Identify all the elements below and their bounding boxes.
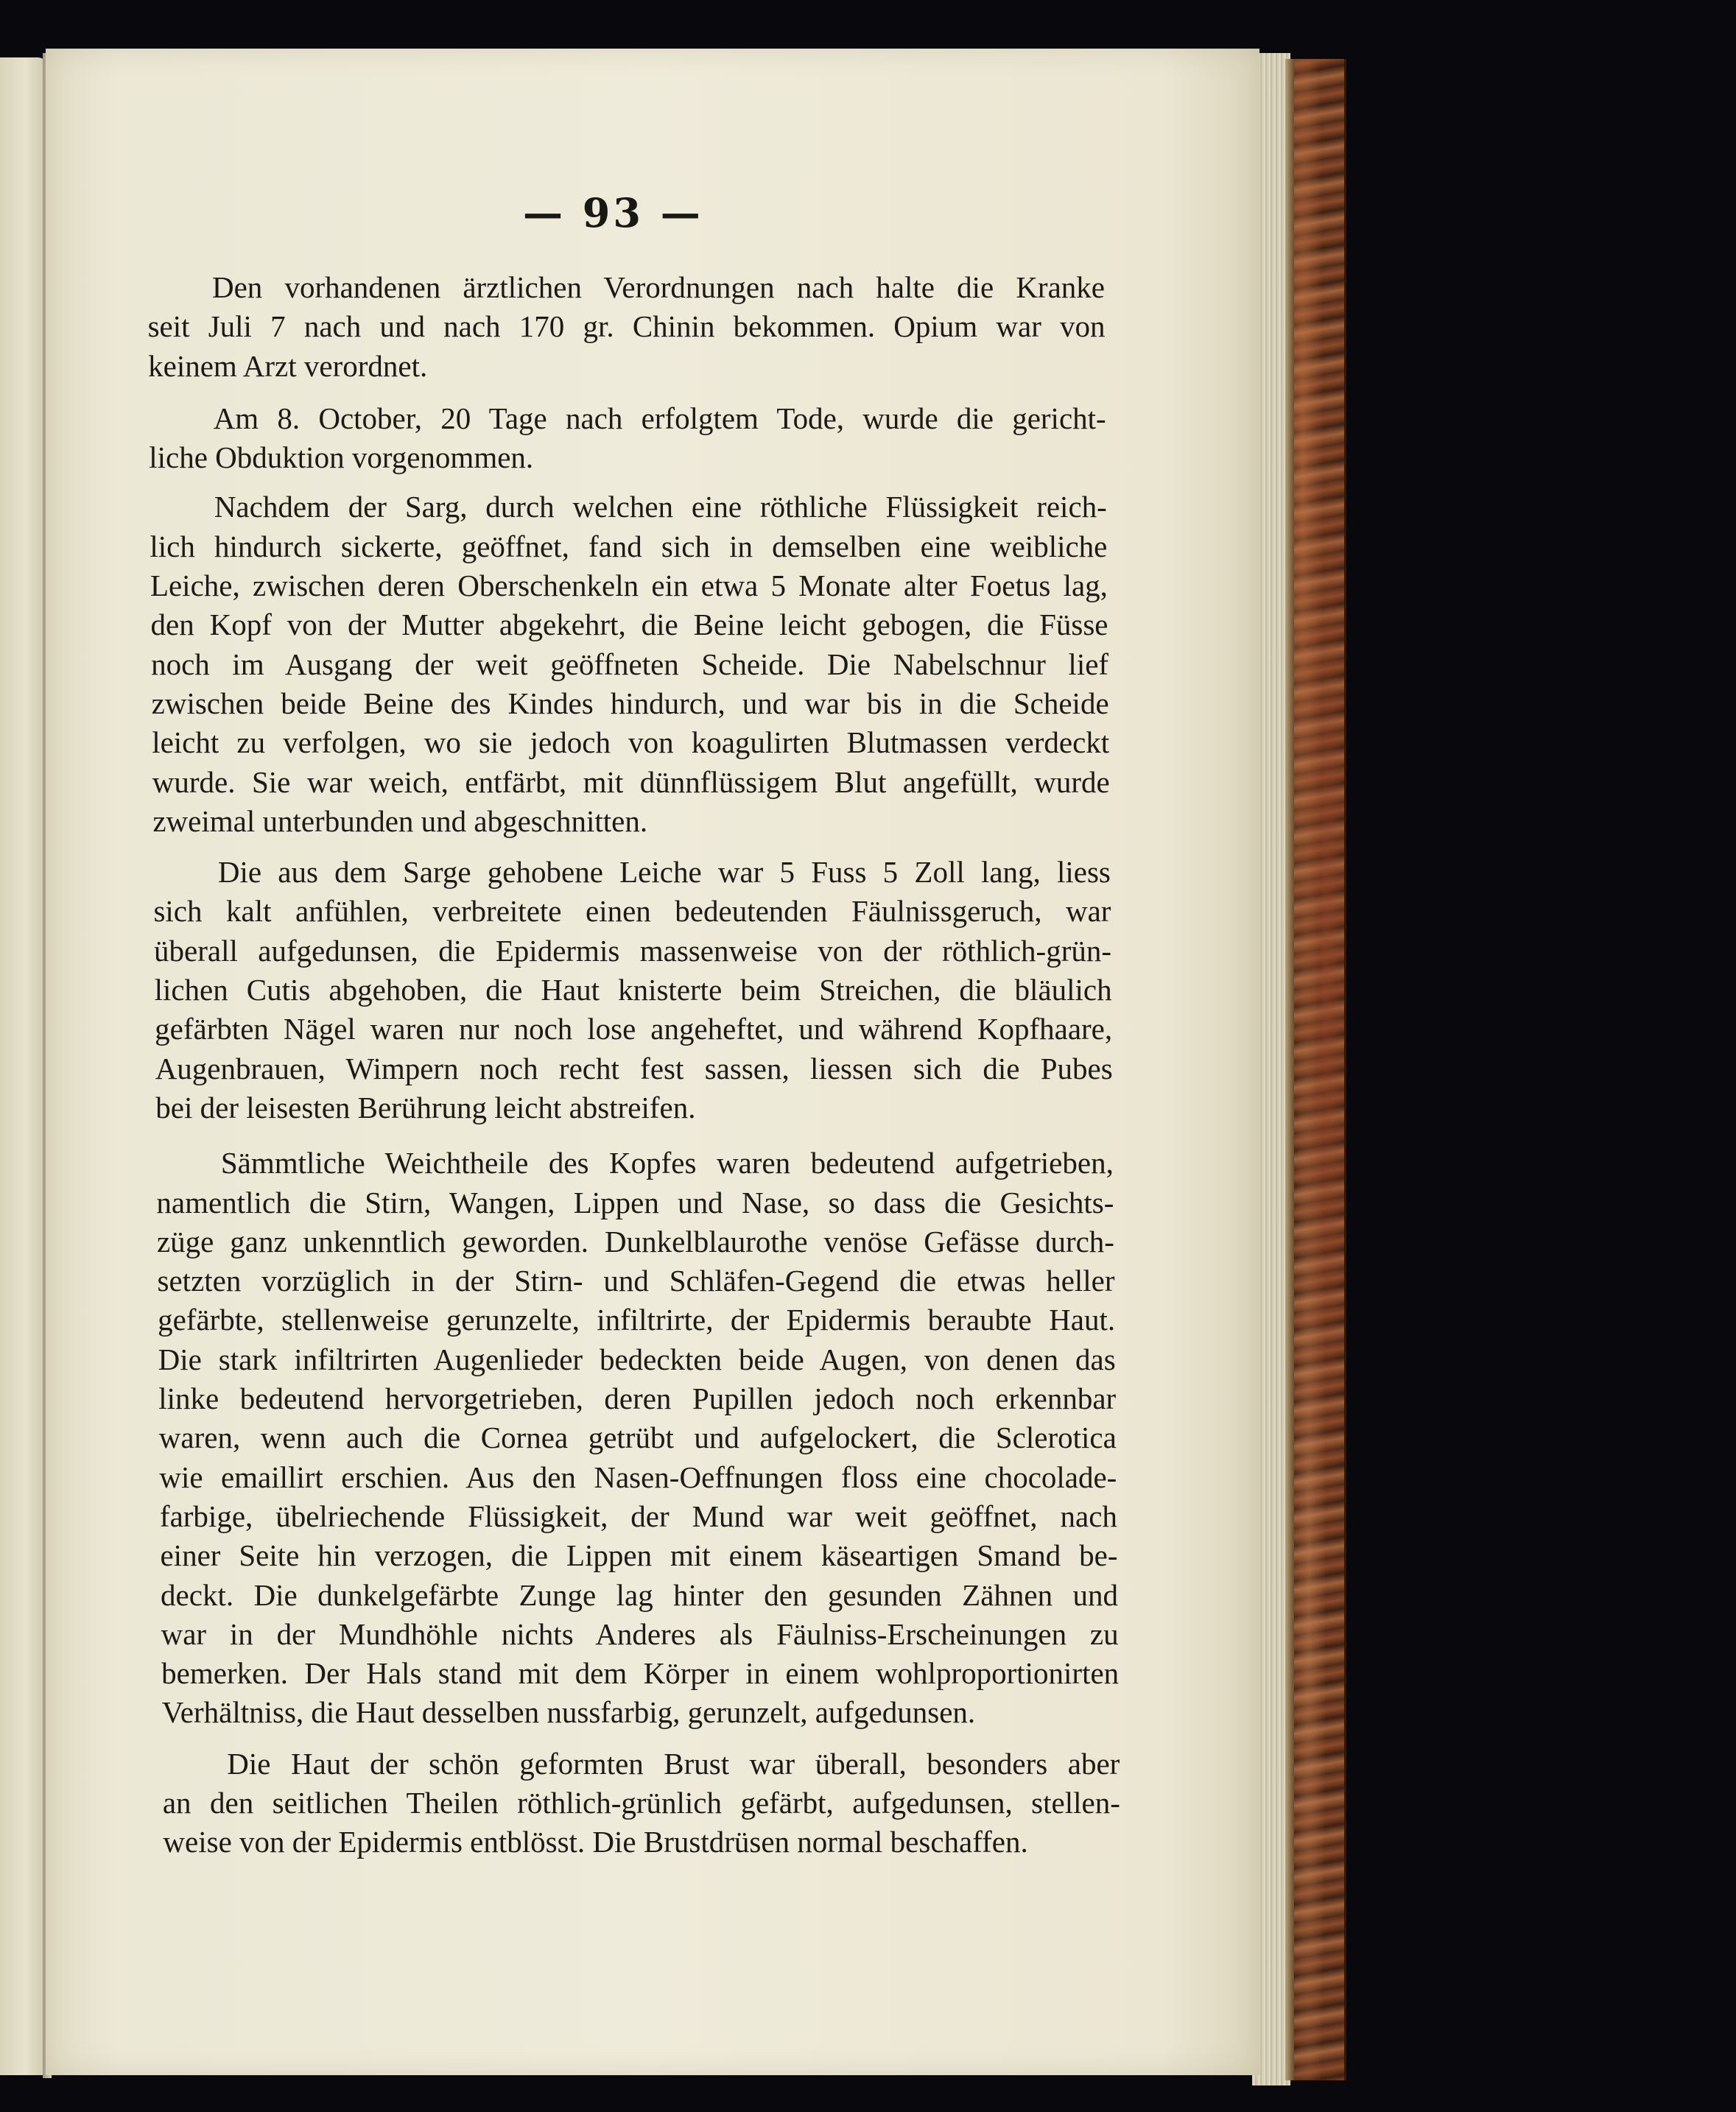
paragraph-line: einer Seite hin verzogen, die Lippen mit einem käseartigen Smand be- xyxy=(160,1538,1118,1572)
paragraph-line: Augenbrauen, Wimpern noch recht fest sassen, liessen sich die Pubes xyxy=(155,1052,1113,1085)
paragraph-line: farbige, übelriechende Flüssigkeit, der Mund war weit geöffnet, nach xyxy=(159,1499,1117,1533)
paragraph-line: an den seitlichen Theilen röthlich-grünlich gefärbt, aufgedunsen, stellen- xyxy=(162,1786,1120,1820)
paragraph-line: überall aufgedunsen, die Epidermis massenweise von der röthlich-grün- xyxy=(154,934,1112,968)
paragraph-line: liche Obduktion vorgenommen. xyxy=(149,440,534,474)
paragraph-line: gefärbte, stellenweise gerunzelte, infiltrirte, der Epidermis beraubte Haut. xyxy=(158,1303,1116,1337)
paragraph-line: den Kopf von der Mutter abgekehrt, die Beine leicht gebogen, die Füsse xyxy=(150,608,1108,641)
paragraph-first-line: Nachdem der Sarg, durch welchen eine röthliche Flüssigkeit reich- xyxy=(214,490,1107,524)
marbled-back-cover xyxy=(1285,59,1346,2080)
paragraph-line: bei der leisesten Berührung leicht abstreifen. xyxy=(155,1091,696,1124)
left-facing-page xyxy=(0,57,46,2075)
paragraph-line: namentlich die Stirn, Wangen, Lippen und Nase, so dass die Gesichts- xyxy=(156,1186,1114,1219)
paragraph-line: seit Juli 7 nach und nach 170 gr. Chinin bekommen. Opium war von xyxy=(147,309,1106,343)
paragraph-first-line: Die aus dem Sarge gehobene Leiche war 5 Fuss 5 Zoll lang, liess xyxy=(217,855,1111,889)
paragraph-line: war in der Mundhöhle nichts Anderes als Fäulniss-Erscheinungen zu xyxy=(161,1617,1119,1651)
paragraph-line: waren, wenn auch die Cornea getrübt und aufgelockert, die Sclerotica xyxy=(158,1421,1117,1454)
paragraph-line: keinem Arzt verordnet. xyxy=(148,349,428,383)
cover-edge xyxy=(1285,59,1294,2080)
paragraph-first-line: Sämmtliche Weichtheile des Kopfes waren bedeutend aufgetrieben, xyxy=(220,1146,1114,1180)
paragraph-first-line: Am 8. October, 20 Tage nach erfolgtem Tode, wurde die gericht- xyxy=(213,401,1106,435)
paragraph-line: Die stark infiltrirten Augenlieder bedeckten beide Augen, von denen das xyxy=(158,1342,1116,1376)
page-number: — 93 — xyxy=(523,189,703,236)
paragraph-line: Leiche, zwischen deren Oberschenkeln ein etwa 5 Monate alter Foetus lag, xyxy=(150,569,1108,602)
paragraph-line: leicht zu verfolgen, wo sie jedoch von koagulirten Blutmassen verdeckt xyxy=(152,725,1110,759)
paragraph-line: setzten vorzüglich in der Stirn- und Schläfen-Gegend die etwas heller xyxy=(157,1264,1115,1298)
paragraph-line: Verhältniss, die Haut desselben nussfarbig, gerunzelt, aufgedunsen. xyxy=(161,1695,976,1729)
paragraph-line: wie emaillirt erschien. Aus den Nasen-Oeffnungen floss eine chocolade- xyxy=(159,1460,1117,1494)
paragraph-line: lichen Cutis abgehoben, die Haut knisterte beim Streichen, die bläulich xyxy=(154,973,1112,1007)
paragraph-line: sich kalt anfühlen, verbreitete einen bedeutenden Fäulnissgeruch, war xyxy=(153,894,1111,928)
paragraph-first-line: Die Haut der schön geformten Brust war überall, besonders aber xyxy=(227,1747,1120,1781)
paragraph-line: gefärbten Nägel waren nur noch lose angeheftet, und während Kopfhaare, xyxy=(155,1012,1113,1046)
paragraph-line: noch im Ausgang der weit geöffneten Scheide. Die Nabelschnur lief xyxy=(151,647,1109,681)
paragraph-line: wurde. Sie war weich, entfärbt, mit dünnflüssigem Blut angefüllt, wurde xyxy=(152,765,1110,799)
paragraph-line: linke bedeutend hervorgetrieben, deren Pupillen jedoch noch erkennbar xyxy=(158,1381,1117,1415)
paragraph-line: zwischen beide Beine des Kindes hindurch, und war bis in die Scheide xyxy=(151,686,1109,720)
paragraph-first-line: Den vorhandenen ärztlichen Verordnungen nach halte die Kranke xyxy=(212,270,1105,304)
paragraph-line: zweimal unterbunden und abgeschnitten. xyxy=(152,804,648,838)
paragraph-line: züge ganz unkenntlich geworden. Dunkelblaurothe venöse Gefässe durch- xyxy=(156,1225,1114,1259)
paragraph-line: bemerken. Der Hals stand mit dem Körper in einem wohlproportionirten xyxy=(161,1656,1120,1690)
paragraph-line: deckt. Die dunkelgefärbte Zunge lag hinter den gesunden Zähnen und xyxy=(161,1578,1119,1612)
paragraph-line: lich hindurch sickerte, geöffnet, fand sich in demselben eine weibliche xyxy=(150,529,1108,563)
paragraph-line: weise von der Epidermis entblösst. Die Brustdrüsen normal beschaffen. xyxy=(163,1825,1028,1859)
